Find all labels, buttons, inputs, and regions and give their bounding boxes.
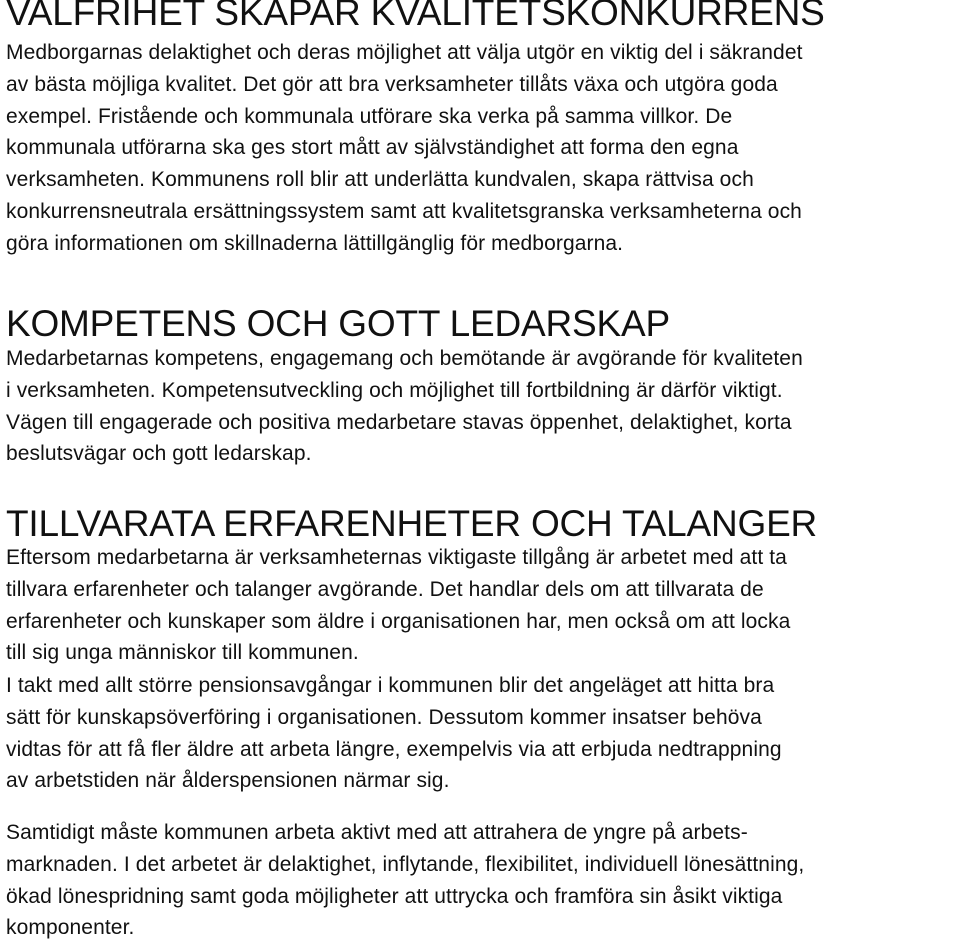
text-line: vidtas för att få fler äldre att arbeta längre, exempelvis via att erbjuda nedtrappning xyxy=(6,737,782,761)
text-line: verksamheten. Kommunens roll blir att underlätta kundvalen, skapa rättvisa och xyxy=(6,168,754,192)
text-line: av bästa möjliga kvalitet. Det gör att bra verksamheter tillåts växa och utgöra goda xyxy=(6,72,778,96)
section-body-tillvarata-pension xyxy=(6,670,782,797)
text-line: I takt med allt större pensionsavgångar i kommunen blir det angeläget att hitta bra xyxy=(6,674,775,697)
section-heading-kompetens: KOMPETENS OCH GOTT LEDARSKAP xyxy=(6,303,670,344)
text-line: göra informationen om skillnaderna lättillgänglig för medborgarna. xyxy=(6,231,624,255)
section-heading-tillvarata: TILLVARATA ERFARENHETER OCH TALANGER xyxy=(6,503,818,544)
text-line: erfarenheter och kunskaper som äldre i organisationen har, men också om att locka xyxy=(6,609,791,633)
text-line: till sig unga människor till kommunen. xyxy=(6,641,359,665)
text-line: tillvara erfarenheter och talanger avgörande. Det handlar dels om att tillvarata de xyxy=(6,577,764,601)
text-line: Eftersom medarbetarna är verksamheternas viktigaste tillgång är arbetet med att ta xyxy=(6,546,787,569)
text-line: Vägen till engagerade och positiva medarbetare stavas öppenhet, delaktighet, korta xyxy=(6,410,792,434)
text-line: av arbetstiden när ålderspensionen närmar sig. xyxy=(6,769,450,793)
text-line: komponenter. xyxy=(6,916,135,940)
text-line: sätt för kunskapsöverföring i organisationen. Dessutom kommer insatser behöva xyxy=(6,705,762,729)
text-line: beslutsvägar och gott ledarskap. xyxy=(6,442,312,466)
text-line: marknaden. I det arbetet är delaktighet, inflytande, flexibilitet, individuell lönesättning, xyxy=(6,852,805,876)
text-line: Medborgarnas delaktighet och deras möjlighet att välja utgör en viktig del i säkrandet xyxy=(6,41,803,64)
section-body-valfrihet xyxy=(6,37,803,260)
section-body-kompetens xyxy=(6,343,803,470)
section-body-tillvarata-yngre xyxy=(6,817,804,944)
text-line: Samtidigt måste kommunen arbeta aktivt med att attrahera de yngre på arbets- xyxy=(6,821,748,844)
text-line: i verksamheten. Kompetensutveckling och möjlighet till fortbildning är därför viktigt. xyxy=(6,378,783,402)
text-line: kommunala utförarna ska ges stort mått av självständighet att forma den egna xyxy=(6,136,739,160)
section-body-tillvarata xyxy=(6,542,790,669)
section-heading-valfrihet: VALFRIHET SKAPAR KVALITETSKONKURRENS xyxy=(6,0,825,33)
text-line: ökad lönespridning samt goda möjligheter att uttrycka och framföra sin åsikt viktiga xyxy=(6,884,783,908)
text-line: konkurrensneutrala ersättningssystem samt att kvalitetsgranska verksamheterna och xyxy=(6,199,802,223)
text-line: Medarbetarnas kompetens, engagemang och bemötande är avgörande för kvaliteten xyxy=(6,347,803,370)
text-line: exempel. Fristående och kommunala utförare ska verka på samma villkor. De xyxy=(6,104,733,128)
